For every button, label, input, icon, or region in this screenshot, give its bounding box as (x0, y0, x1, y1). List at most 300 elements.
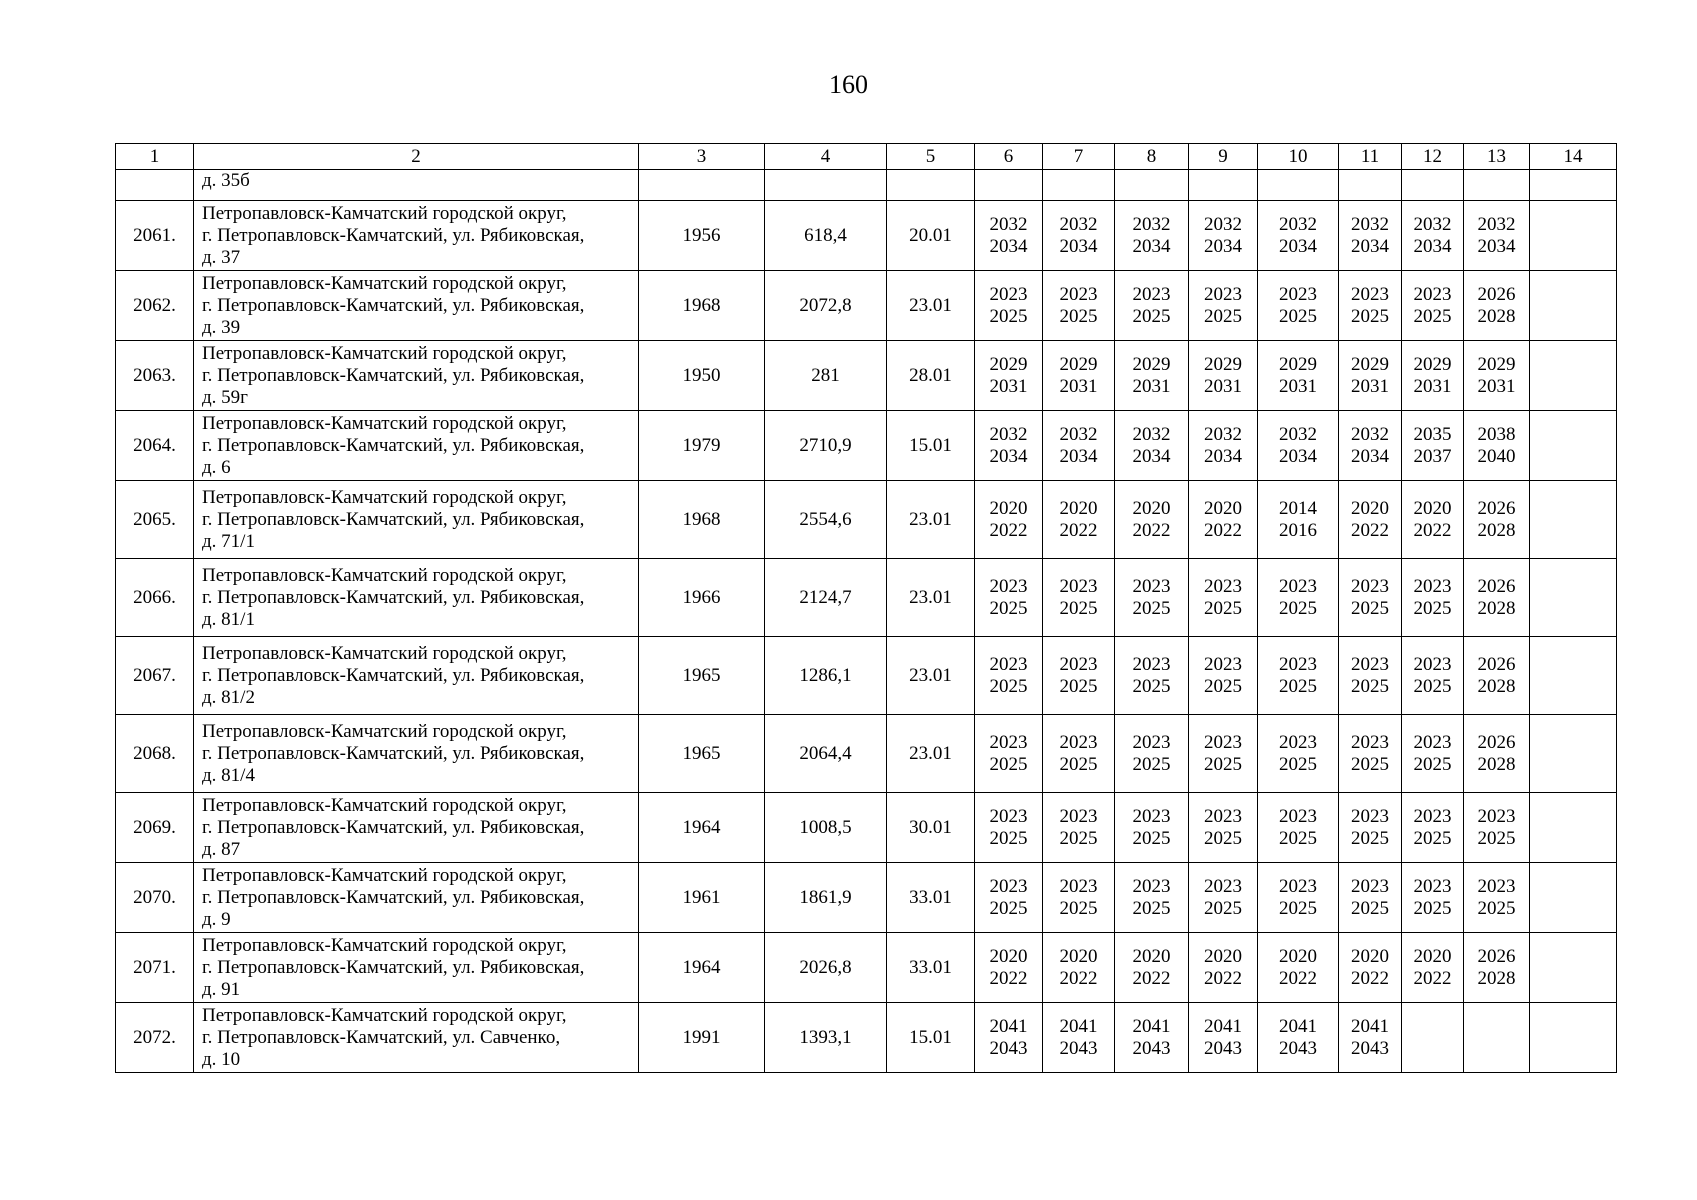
period-end-year: 2025 (989, 827, 1028, 849)
table-row (116, 793, 1617, 863)
column-header: 4 (765, 144, 887, 170)
period-end-year: 2034 (1204, 235, 1242, 257)
period-end-year: 2043 (1351, 1037, 1389, 1059)
address-line: д. 71/1 (202, 530, 255, 552)
address-line: Петропавловск-Камчатский городской округ, (202, 272, 567, 294)
table-row (116, 933, 1617, 1003)
repair-period-cell (1043, 793, 1115, 863)
repair-period-cell (1339, 341, 1402, 411)
period-end-year: 2034 (1279, 235, 1317, 257)
period-end-year: 2043 (989, 1037, 1028, 1059)
address-line: г. Петропавловск-Камчатский, ул. Рябиковская, (202, 742, 585, 764)
period-start-year: 2026 (1477, 653, 1516, 675)
address-line: г. Петропавловск-Камчатский, ул. Рябиковская, (202, 664, 585, 686)
address-line: д. 10 (202, 1048, 241, 1070)
period-start-year: 2023 (1279, 805, 1317, 827)
repair-period-cell (1258, 1003, 1339, 1073)
type-code: 15.01 (887, 411, 975, 481)
period-end-year: 2022 (1351, 519, 1389, 541)
repair-period-cell (1339, 411, 1402, 481)
period-end-year: 2022 (1204, 519, 1242, 541)
row-number: 2066. (116, 559, 194, 637)
type-code: 23.01 (887, 715, 975, 793)
period-start-year: 2023 (1059, 805, 1098, 827)
period-start-year: 2023 (989, 805, 1028, 827)
period-end-year: 2025 (1132, 827, 1171, 849)
period-end-year: 2025 (1132, 675, 1171, 697)
repair-period-cell (975, 411, 1043, 481)
repair-period-cell (1115, 411, 1189, 481)
row-number: 2070. (116, 863, 194, 933)
empty-cell (1189, 170, 1258, 201)
table-row (116, 559, 1617, 637)
build-year: 1964 (639, 933, 765, 1003)
address-line: д. 91 (202, 978, 241, 1000)
period-end-year: 2022 (989, 967, 1028, 989)
address-line: д. 81/1 (202, 608, 255, 630)
total-area: 1008,5 (765, 793, 887, 863)
repair-period-cell (1189, 1003, 1258, 1073)
address-line: г. Петропавловск-Камчатский, ул. Савченко, (202, 1026, 561, 1048)
table-row (116, 411, 1617, 481)
column-header: 14 (1530, 144, 1617, 170)
period-end-year: 2043 (1279, 1037, 1317, 1059)
period-start-year: 2020 (1204, 497, 1242, 519)
period-end-year: 2031 (1413, 375, 1452, 397)
repair-period-cell (975, 933, 1043, 1003)
row-number: 2061. (116, 201, 194, 271)
total-area: 1861,9 (765, 863, 887, 933)
period-start-year: 2023 (1204, 731, 1242, 753)
address-cell (194, 1003, 639, 1073)
period-end-year: 2025 (1059, 753, 1098, 775)
address-cell (194, 271, 639, 341)
period-end-year: 2025 (1351, 597, 1389, 619)
repair-period-cell (1189, 863, 1258, 933)
repair-period-cell (975, 341, 1043, 411)
type-code: 28.01 (887, 341, 975, 411)
period-start-year: 2041 (1204, 1015, 1242, 1037)
table-row (116, 201, 1617, 271)
repair-period-cell (1115, 863, 1189, 933)
period-start-year: 2023 (1279, 653, 1317, 675)
period-start-year: 2023 (989, 875, 1028, 897)
total-area: 2072,8 (765, 271, 887, 341)
repair-period-cell (1339, 481, 1402, 559)
period-start-year: 2032 (989, 213, 1028, 235)
period-end-year: 2028 (1477, 753, 1516, 775)
period-start-year: 2023 (1279, 283, 1317, 305)
period-start-year: 2020 (1279, 945, 1317, 967)
repair-period-cell (1258, 559, 1339, 637)
period-start-year: 2026 (1477, 497, 1516, 519)
repair-period-cell (975, 1003, 1043, 1073)
column-header: 12 (1402, 144, 1464, 170)
table-row (116, 637, 1617, 715)
period-end-year: 2034 (1132, 445, 1171, 467)
empty-cell (1530, 170, 1617, 201)
repair-period-cell (1189, 201, 1258, 271)
period-end-year: 2025 (1204, 897, 1242, 919)
repair-period-cell (1402, 559, 1464, 637)
table-row (116, 715, 1617, 793)
period-end-year: 2025 (1204, 675, 1242, 697)
period-start-year: 2023 (1351, 575, 1389, 597)
repair-period-cell (1115, 201, 1189, 271)
period-end-year: 2034 (1413, 235, 1452, 257)
column-header: 8 (1115, 144, 1189, 170)
type-code: 23.01 (887, 637, 975, 715)
address-cell (194, 481, 639, 559)
period-end-year: 2037 (1413, 445, 1452, 467)
period-start-year: 2023 (1132, 731, 1171, 753)
period-start-year: 2041 (1059, 1015, 1098, 1037)
period-start-year: 2023 (1413, 283, 1452, 305)
period-end-year: 2028 (1477, 675, 1516, 697)
address-line: Петропавловск-Камчатский городской округ, (202, 864, 567, 886)
repair-period-cell (1258, 637, 1339, 715)
period-end-year: 2028 (1477, 967, 1516, 989)
period-start-year: 2023 (1132, 575, 1171, 597)
column-header: 11 (1339, 144, 1402, 170)
period-end-year: 2025 (1059, 827, 1098, 849)
repair-period-cell (975, 637, 1043, 715)
period-start-year: 2032 (1132, 213, 1171, 235)
period-end-year: 2025 (989, 675, 1028, 697)
period-start-year: 2023 (1204, 805, 1242, 827)
period-start-year: 2029 (1059, 353, 1098, 375)
housing-register-table (115, 143, 1617, 1073)
period-end-year: 2025 (1279, 597, 1317, 619)
column-header: 3 (639, 144, 765, 170)
address-line: д. 81/2 (202, 686, 255, 708)
repair-period-cell (975, 559, 1043, 637)
repair-period-cell (1464, 411, 1530, 481)
period-start-year: 2023 (1204, 575, 1242, 597)
address-line: д. 6 (202, 456, 231, 478)
total-area: 2026,8 (765, 933, 887, 1003)
repair-period-cell (1530, 793, 1617, 863)
period-start-year: 2014 (1279, 497, 1317, 519)
period-end-year: 2025 (989, 305, 1028, 327)
empty-cell (1339, 170, 1402, 201)
repair-period-cell (1530, 863, 1617, 933)
address-line: Петропавловск-Камчатский городской округ, (202, 934, 567, 956)
address-tail: д. 35б (194, 170, 639, 201)
repair-period-cell (1258, 341, 1339, 411)
repair-period-cell (1530, 341, 1617, 411)
period-end-year: 2022 (989, 519, 1028, 541)
period-start-year: 2032 (1204, 213, 1242, 235)
type-code: 33.01 (887, 863, 975, 933)
address-line: г. Петропавловск-Камчатский, ул. Рябиковская, (202, 434, 585, 456)
repair-period-cell (1258, 271, 1339, 341)
repair-period-cell (975, 793, 1043, 863)
repair-period-cell (1115, 933, 1189, 1003)
period-start-year: 2026 (1477, 731, 1516, 753)
period-end-year: 2028 (1477, 597, 1516, 619)
period-end-year: 2022 (1132, 967, 1171, 989)
period-end-year: 2025 (1477, 897, 1516, 919)
build-year: 1961 (639, 863, 765, 933)
period-start-year: 2023 (1204, 283, 1242, 305)
address-cell (194, 559, 639, 637)
repair-period-cell (1530, 481, 1617, 559)
repair-period-cell (1339, 271, 1402, 341)
period-end-year: 2025 (1059, 675, 1098, 697)
period-start-year: 2023 (1351, 283, 1389, 305)
row-number: 2071. (116, 933, 194, 1003)
period-start-year: 2029 (1204, 353, 1242, 375)
repair-period-cell (1115, 481, 1189, 559)
period-end-year: 2025 (989, 597, 1028, 619)
period-start-year: 2023 (1132, 805, 1171, 827)
period-start-year: 2023 (1351, 731, 1389, 753)
repair-period-cell (1043, 637, 1115, 715)
type-code: 33.01 (887, 933, 975, 1003)
period-end-year: 2025 (1477, 827, 1516, 849)
address-cell (194, 863, 639, 933)
address-line: Петропавловск-Камчатский городской округ, (202, 720, 567, 742)
period-start-year: 2029 (1413, 353, 1452, 375)
total-area: 2554,6 (765, 481, 887, 559)
address-line: Петропавловск-Камчатский городской округ, (202, 794, 567, 816)
period-end-year: 2022 (1351, 967, 1389, 989)
period-end-year: 2025 (1059, 305, 1098, 327)
period-start-year: 2023 (989, 575, 1028, 597)
period-start-year: 2020 (1059, 945, 1098, 967)
period-start-year: 2023 (989, 283, 1028, 305)
period-start-year: 2041 (989, 1015, 1028, 1037)
build-year: 1968 (639, 271, 765, 341)
address-cell (194, 637, 639, 715)
repair-period-cell (1464, 559, 1530, 637)
period-end-year: 2022 (1132, 519, 1171, 541)
period-start-year: 2032 (1351, 423, 1389, 445)
repair-period-cell (1464, 637, 1530, 715)
repair-period-cell (1043, 933, 1115, 1003)
address-cell (194, 341, 639, 411)
address-line: г. Петропавловск-Камчатский, ул. Рябиковская, (202, 364, 585, 386)
period-start-year: 2023 (1204, 653, 1242, 675)
repair-period-cell (1189, 411, 1258, 481)
repair-period-cell (1339, 793, 1402, 863)
row-number: 2065. (116, 481, 194, 559)
repair-period-cell (1530, 715, 1617, 793)
table-row (116, 1003, 1617, 1073)
total-area: 281 (765, 341, 887, 411)
period-end-year: 2034 (1204, 445, 1242, 467)
address-line: д. 39 (202, 316, 241, 338)
row-number: 2064. (116, 411, 194, 481)
empty-cell (1043, 170, 1115, 201)
address-line: г. Петропавловск-Камчатский, ул. Рябиковская, (202, 956, 585, 978)
column-header: 1 (116, 144, 194, 170)
period-end-year: 2025 (989, 753, 1028, 775)
period-end-year: 2034 (1477, 235, 1516, 257)
address-line: д. 59г (202, 386, 248, 408)
period-start-year: 2026 (1477, 945, 1516, 967)
repair-period-cell (1115, 793, 1189, 863)
repair-period-cell (1464, 715, 1530, 793)
period-start-year: 2020 (1059, 497, 1098, 519)
repair-period-cell (1464, 863, 1530, 933)
empty-cell (765, 170, 887, 201)
period-start-year: 2023 (989, 653, 1028, 675)
address-cell (194, 933, 639, 1003)
period-start-year: 2020 (989, 945, 1028, 967)
period-end-year: 2031 (1279, 375, 1317, 397)
row-number: 2063. (116, 341, 194, 411)
period-start-year: 2020 (1351, 945, 1389, 967)
period-end-year: 2034 (1351, 235, 1389, 257)
period-end-year: 2022 (1059, 967, 1098, 989)
row-number: 2068. (116, 715, 194, 793)
repair-period-cell (1115, 559, 1189, 637)
period-start-year: 2020 (1132, 945, 1171, 967)
address-line: Петропавловск-Камчатский городской округ, (202, 412, 567, 434)
repair-period-cell (1258, 481, 1339, 559)
repair-period-cell (1189, 933, 1258, 1003)
period-start-year: 2020 (1413, 497, 1452, 519)
row-number: 2069. (116, 793, 194, 863)
period-start-year: 2020 (989, 497, 1028, 519)
period-end-year: 2028 (1477, 305, 1516, 327)
period-start-year: 2023 (1477, 805, 1516, 827)
period-end-year: 2034 (1132, 235, 1171, 257)
address-line: г. Петропавловск-Камчатский, ул. Рябиковская, (202, 586, 585, 608)
address-line: г. Петропавловск-Камчатский, ул. Рябиковская, (202, 508, 585, 530)
period-end-year: 2022 (1279, 967, 1317, 989)
row-number: 2062. (116, 271, 194, 341)
repair-period-cell (1530, 637, 1617, 715)
type-code: 15.01 (887, 1003, 975, 1073)
repair-period-cell (1189, 271, 1258, 341)
period-end-year: 2025 (1279, 675, 1317, 697)
period-end-year: 2025 (1351, 827, 1389, 849)
period-end-year: 2031 (989, 375, 1028, 397)
period-end-year: 2025 (1059, 597, 1098, 619)
repair-period-cell (1464, 1003, 1530, 1073)
period-start-year: 2023 (1132, 875, 1171, 897)
address-line: г. Петропавловск-Камчатский, ул. Рябиковская, (202, 224, 585, 246)
period-end-year: 2025 (1059, 897, 1098, 919)
period-end-year: 2034 (1279, 445, 1317, 467)
period-end-year: 2022 (1059, 519, 1098, 541)
repair-period-cell (1339, 933, 1402, 1003)
repair-period-cell (1402, 341, 1464, 411)
period-end-year: 2025 (1413, 305, 1452, 327)
period-end-year: 2031 (1059, 375, 1098, 397)
repair-period-cell (1402, 271, 1464, 341)
period-end-year: 2016 (1279, 519, 1317, 541)
repair-period-cell (1258, 411, 1339, 481)
period-start-year: 2023 (1351, 805, 1389, 827)
period-start-year: 2032 (1477, 213, 1516, 235)
period-end-year: 2025 (1279, 305, 1317, 327)
period-start-year: 2032 (1059, 213, 1098, 235)
period-end-year: 2025 (1413, 827, 1452, 849)
period-end-year: 2025 (1351, 897, 1389, 919)
page-number: 160 (829, 70, 868, 99)
period-start-year: 2020 (1351, 497, 1389, 519)
period-end-year: 2025 (1279, 753, 1317, 775)
repair-period-cell (1530, 271, 1617, 341)
period-end-year: 2043 (1204, 1037, 1242, 1059)
address-cell (194, 201, 639, 271)
period-start-year: 2023 (1279, 731, 1317, 753)
address-line: Петропавловск-Камчатский городской округ, (202, 342, 567, 364)
repair-period-cell (1464, 271, 1530, 341)
period-start-year: 2032 (1059, 423, 1098, 445)
period-start-year: 2032 (1132, 423, 1171, 445)
address-cell (194, 411, 639, 481)
build-year: 1965 (639, 715, 765, 793)
repair-period-cell (1402, 793, 1464, 863)
address-line: г. Петропавловск-Камчатский, ул. Рябиковская, (202, 886, 585, 908)
repair-period-cell (1464, 201, 1530, 271)
repair-period-cell (1043, 715, 1115, 793)
period-start-year: 2023 (1279, 575, 1317, 597)
repair-period-cell (1464, 341, 1530, 411)
repair-period-cell (1339, 637, 1402, 715)
repair-period-cell (1043, 481, 1115, 559)
row-number-cell (116, 170, 194, 201)
repair-period-cell (1115, 341, 1189, 411)
period-start-year: 2032 (989, 423, 1028, 445)
period-end-year: 2025 (1279, 897, 1317, 919)
period-start-year: 2032 (1413, 213, 1452, 235)
repair-period-cell (1464, 481, 1530, 559)
address-line: Петропавловск-Камчатский городской округ, (202, 564, 567, 586)
address-line: д. 87 (202, 838, 241, 860)
repair-period-cell (1402, 863, 1464, 933)
repair-period-cell (1530, 933, 1617, 1003)
repair-period-cell (1115, 271, 1189, 341)
period-start-year: 2020 (1204, 945, 1242, 967)
period-end-year: 2025 (1279, 827, 1317, 849)
period-start-year: 2029 (989, 353, 1028, 375)
period-end-year: 2025 (1132, 897, 1171, 919)
column-header: 7 (1043, 144, 1115, 170)
period-start-year: 2023 (1132, 283, 1171, 305)
period-start-year: 2023 (1059, 875, 1098, 897)
type-code: 30.01 (887, 793, 975, 863)
repair-period-cell (1258, 201, 1339, 271)
period-start-year: 2032 (1279, 213, 1317, 235)
period-start-year: 2023 (1413, 731, 1452, 753)
column-header: 2 (194, 144, 639, 170)
build-year: 1966 (639, 559, 765, 637)
period-start-year: 2035 (1413, 423, 1452, 445)
total-area: 1393,1 (765, 1003, 887, 1073)
period-end-year: 2028 (1477, 519, 1516, 541)
repair-period-cell (1043, 863, 1115, 933)
period-end-year: 2025 (1204, 753, 1242, 775)
table-body (116, 144, 1617, 1073)
period-end-year: 2043 (1132, 1037, 1171, 1059)
period-start-year: 2023 (1477, 875, 1516, 897)
period-start-year: 2041 (1132, 1015, 1171, 1037)
period-start-year: 2023 (1059, 575, 1098, 597)
build-year: 1950 (639, 341, 765, 411)
period-start-year: 2038 (1477, 423, 1516, 445)
period-end-year: 2031 (1204, 375, 1242, 397)
repair-period-cell (1402, 201, 1464, 271)
repair-period-cell (1115, 1003, 1189, 1073)
repair-period-cell (975, 201, 1043, 271)
period-end-year: 2025 (1413, 597, 1452, 619)
